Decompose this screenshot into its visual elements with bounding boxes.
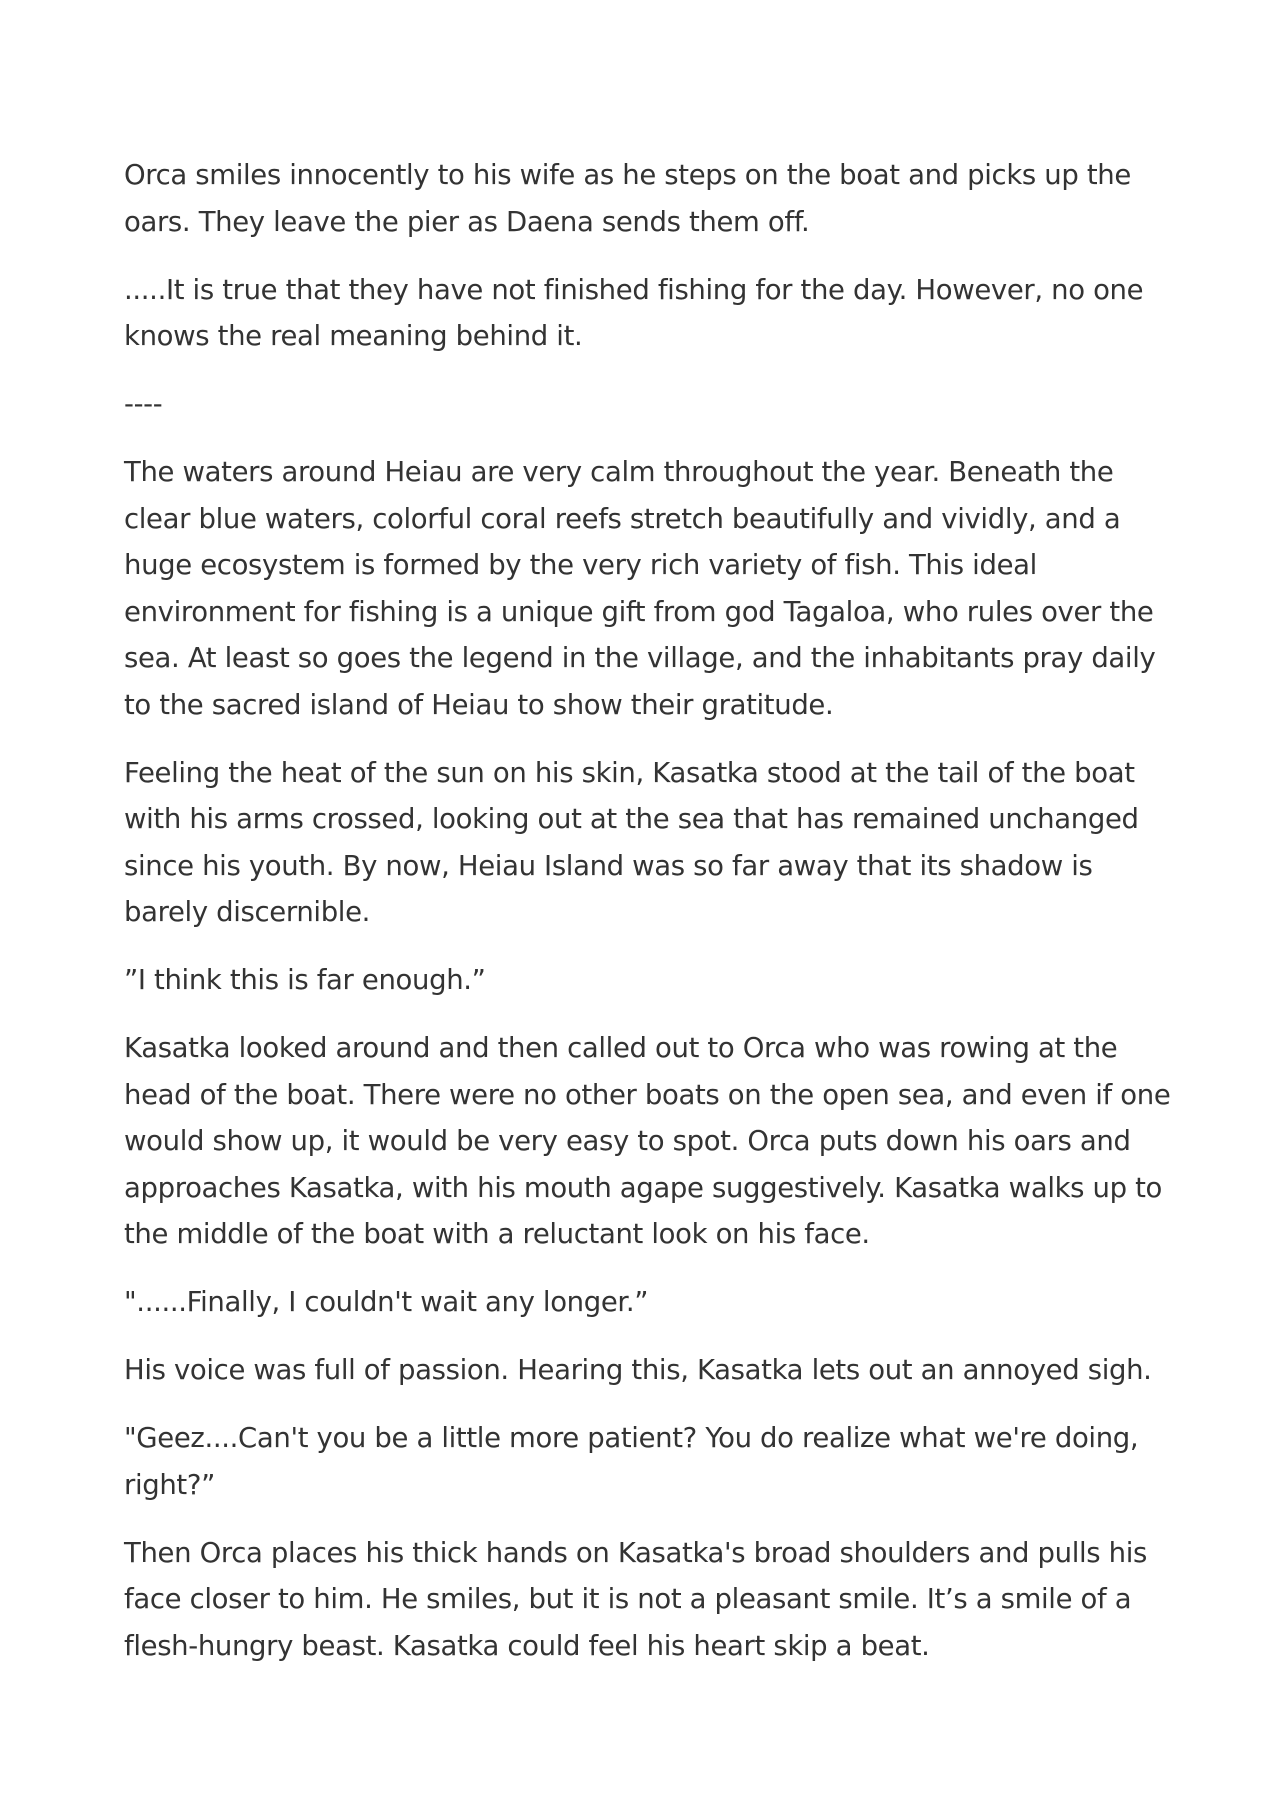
paragraph: The waters around Heiau are very calm throughout the year. Beneath the clear blue waters, colorful coral reefs stretch beautifully and vividly, and a huge ecosystem is formed by the very rich variety of fish. This ideal environment for fishing is a unique gift from god Tagaloa, who rules over the sea. At least so goes the legend in the village, and the inhabitants pray daily to the sacred island of Heiau to show their gratitude.: [124, 456, 1156, 721]
paragraph: Then Orca places his thick hands on Kasatka's broad shoulders and pulls his face closer to him. He smiles, but it is not a pleasant smile. It’s a smile of a flesh-hungry beast. Kasatka could feel his heart skip a beat.: [124, 1536, 1148, 1662]
paragraph: Feeling the heat of the sun on his skin, Kasatka stood at the tail of the boat with his arms crossed, looking out at the sea that has remained unchanged since his youth. By now, Heiau Island was so far away that its shadow is barely discernible.: [124, 756, 1139, 928]
paragraph: Kasatka looked around and then called out to Orca who was rowing at the head of the boat. There were no other boats on the open sea, and even if one would show up, it would be very easy to spot. Orca puts down his oars and approaches Kasatka, with his mouth agape suggestively. Kasatka walks up to the middle of the boat with a reluctant look on his face.: [124, 1032, 1171, 1250]
paragraph: His voice was full of passion. Hearing this, Kasatka lets out an annoyed sigh.: [124, 1354, 1152, 1386]
scene-break: ----: [124, 388, 163, 420]
paragraph: .....It is true that they have not finished fishing for the day. However, no one knows the real meaning behind it.: [124, 273, 1144, 352]
body-text: [124, 152, 1184, 1691]
dialogue-line: ”I think this is far enough.”: [124, 964, 486, 996]
dialogue-line: "Geez....Can't you be a little more patient? You do realize what we're doing, right?”: [124, 1422, 1139, 1501]
paragraph: Orca smiles innocently to his wife as he steps on the boat and picks up the oars. They leave the pier as Daena sends them off.: [124, 159, 1131, 238]
dialogue-line: "......Finally, I couldn't wait any longer.”: [124, 1286, 649, 1318]
